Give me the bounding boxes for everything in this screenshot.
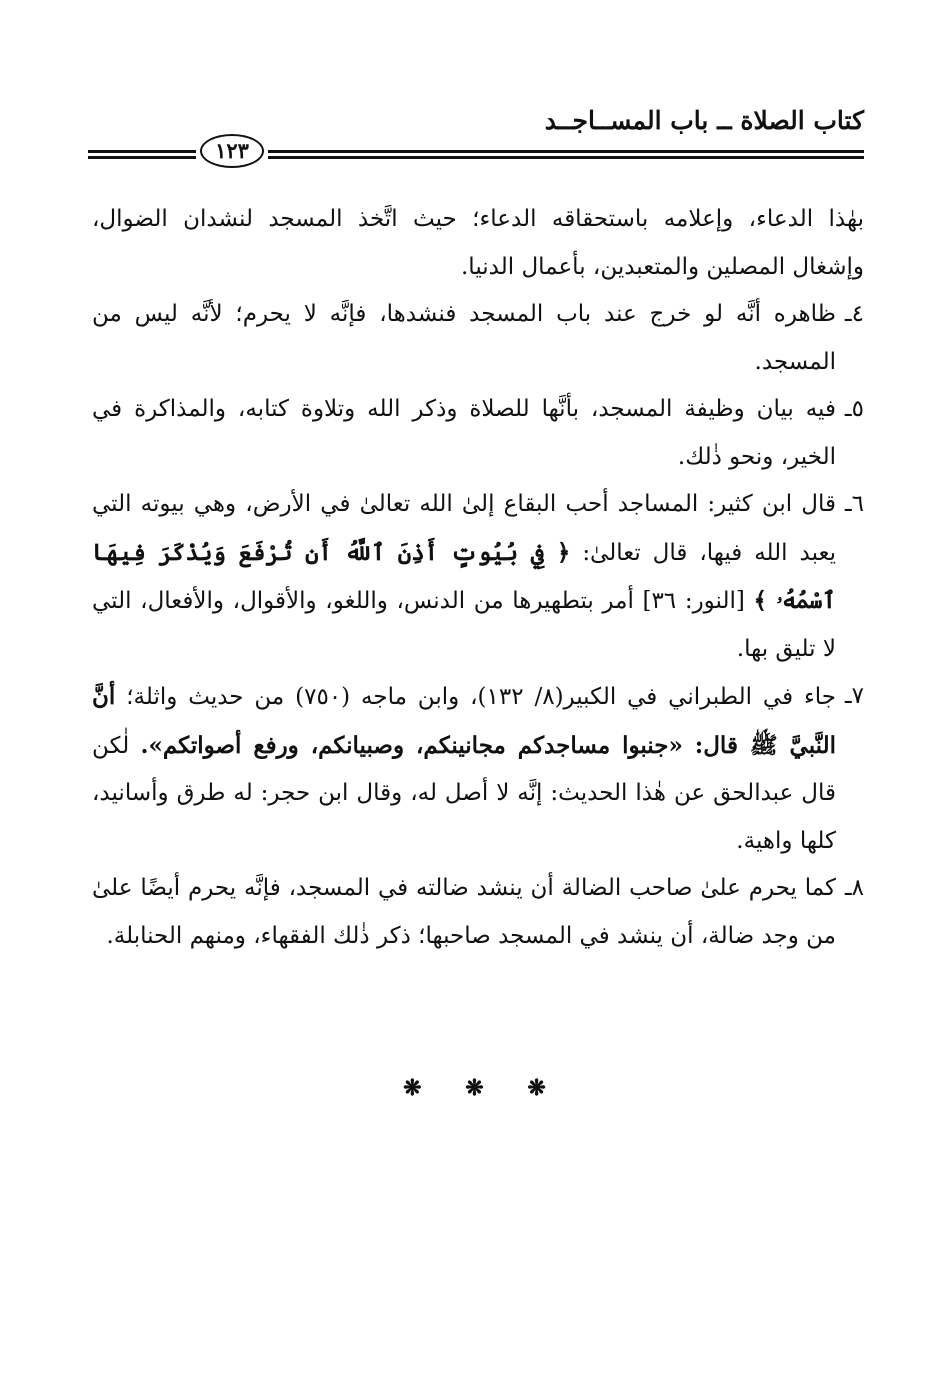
item-number: ٧ـ: [844, 683, 864, 709]
item-number: ٨ـ: [844, 875, 864, 901]
item-text: ظاهره أنَّه لو خرج عند باب المسجد فنشدها، فإنَّه لا يحرم؛ لأنَّه ليس من المسجد.: [92, 301, 836, 375]
list-item-6: [92, 481, 864, 673]
page-number: ١٢٣: [200, 134, 264, 168]
quran-verse: ﴿ فِي بُيُوتٍ أَذِنَ ٱللَّهُ أَن تُرْفَعَ وَيُذْكَرَ فِيهَا ٱسْمُهُۥ ﴾: [92, 538, 837, 614]
header-rule-left: [88, 150, 196, 160]
page-header: [88, 100, 864, 180]
item-text-continued: لٰكن قال عبدالحق عن هٰذا الحديث: إنَّه لا أصل له، وقال ابن حجر: له طرق وأسانيد، كلها واهية.: [92, 732, 836, 854]
hadith-text: أنَّ النَّبيَّ ﷺ قال: «جنبوا مساجدكم مجانينكم، وصبيانكم، ورفع أصواتكم».: [92, 683, 836, 759]
item-text: فيه بيان وظيفة المسجد، بأنَّها للصلاة وذكر الله وتلاوة كتابه، والمذاكرة في الخير، ونحو ذٰلك.: [92, 396, 836, 470]
list-item-8: [92, 865, 864, 960]
header-rule-right: [268, 150, 864, 160]
item-number: ٥ـ: [844, 396, 864, 422]
intro-paragraph: بهٰذا الدعاء، وإعلامه باستحقاقه الدعاء؛ حيث اتَّخذ المسجد لنشدان الضوال، وإشغال المصلين والمتعبدين، بأعمال الدنيا.: [92, 206, 864, 280]
list-item-7: [92, 673, 864, 865]
star-ornament-icon: ❋: [465, 1075, 484, 1101]
list-item-5: [92, 386, 864, 481]
item-text: كما يحرم علىٰ صاحب الضالة أن ينشد ضالته في المسجد، فإنَّه يحرم أيضًا علىٰ من وجد ضالة، أن ينشد في المسجد صاحبها؛ ذكر ذٰلك الفقهاء، ومنهم الحنابلة.: [92, 875, 836, 949]
star-ornament-icon: ❋: [403, 1075, 422, 1101]
section-end-ornament: [0, 1075, 949, 1101]
running-title: كتاب الصلاة ــ باب المســاجــد: [544, 106, 864, 135]
body-text: [92, 196, 864, 960]
item-text: قال ابن كثير: المساجد أحب البقاع إلىٰ الله تعالىٰ في الأرض، وهي بيوته التي يعبد الله فيها، قال تعالىٰ:: [92, 491, 837, 566]
item-text: جاء في الطبراني في الكبير(٨/ ١٣٢)، وابن ماجه (٧٥٠) من حديث واثلة؛: [126, 684, 837, 710]
item-text-continued: [النور: ٣٦] أمر بتطهيرها من الدنس، واللغو، والأقوال، والأفعال، التي لا تليق بها.: [92, 588, 836, 662]
item-number: ٦ـ: [844, 491, 864, 517]
list-item-4: [92, 291, 864, 386]
star-ornament-icon: ❋: [527, 1075, 546, 1101]
item-number: ٤ـ: [844, 301, 864, 327]
